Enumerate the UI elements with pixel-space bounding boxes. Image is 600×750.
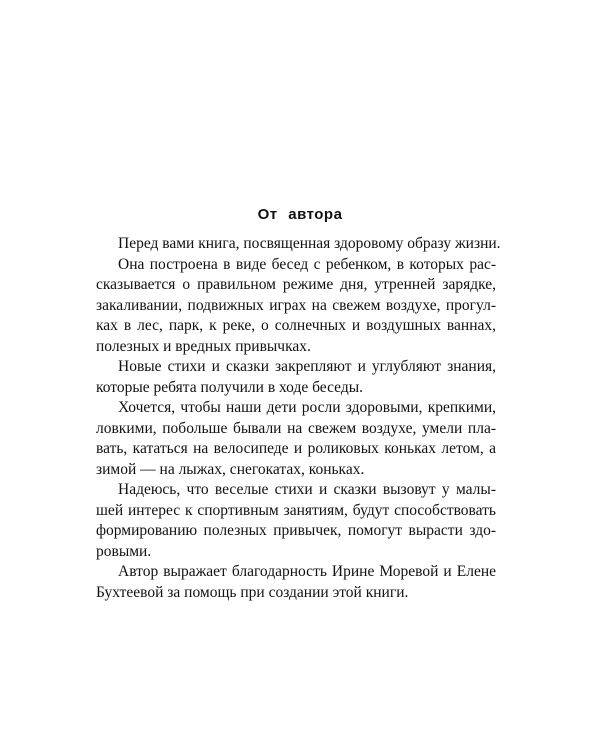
- text-line: закаливании, подвижных играх на свежем воздухе, прогул-: [96, 296, 496, 314]
- text-line: ровыми.: [96, 542, 152, 560]
- preface-body: [96, 234, 501, 603]
- section-title: От автора: [257, 206, 343, 223]
- text-line: вать, кататься на велосипеде и роликовых коньках летом, а: [96, 440, 496, 457]
- text-line: Хочется, чтобы наши дети росли здоровыми, крепкими,: [118, 399, 496, 416]
- text-line: Новые стихи и сказки закрепляют и углубляют знания,: [118, 358, 496, 375]
- text-line: Бухтеевой за помощь при создании этой книги.: [96, 583, 409, 601]
- text-line: Перед вами книга, посвященная здоровому образу жизни.: [118, 235, 501, 252]
- text-line: шей интерес к спортивным занятиям, будут способствовать: [96, 501, 496, 519]
- text-line: ках в лес, парк, к реке, о солнечных и воздушных ваннах,: [96, 317, 496, 334]
- text-line: Автор выражает благодарность Ирине Моревой и Елене: [118, 563, 496, 580]
- text-line: полезных и вредных привычках.: [96, 337, 311, 355]
- text-line: формированию полезных привычек, помогут вырасти здо-: [96, 522, 496, 539]
- text-line: которые ребята получили в ходе беседы.: [96, 378, 363, 396]
- text-line: ловкими, побольше бывали на свежем воздухе, умели пла-: [96, 419, 496, 437]
- text-line: зимой — на лыжах, снегокатах, коньках.: [96, 460, 365, 478]
- text-line: сказывается о правильном режиме дня, утренней зарядке,: [96, 276, 496, 293]
- text-line: Она построена в виде бесед с ребенком, в которых рас-: [118, 255, 496, 273]
- text-line: Надеюсь, что веселые стихи и сказки вызовут у малы-: [118, 481, 496, 498]
